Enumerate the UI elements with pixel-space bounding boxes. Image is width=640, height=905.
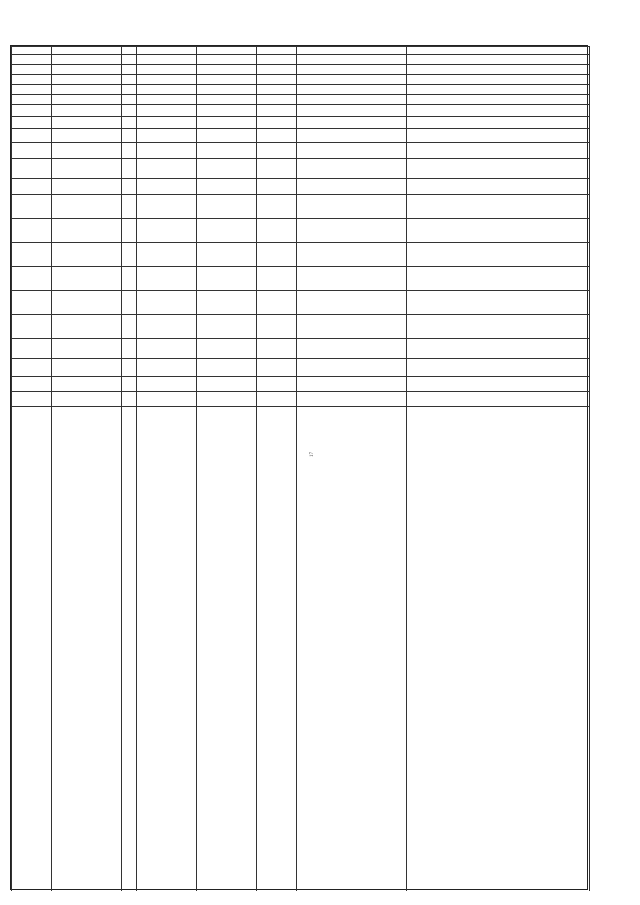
table-column-border <box>256 46 257 891</box>
table-row-border <box>11 74 589 75</box>
table-row-border <box>11 406 589 407</box>
table-row-border <box>11 128 589 129</box>
table-column-border <box>406 46 407 891</box>
table-column-border <box>11 46 12 891</box>
table-row-border <box>11 104 589 105</box>
table-row-border <box>11 358 589 359</box>
table-row-border <box>11 54 589 55</box>
table-row-border <box>11 290 589 291</box>
table-row-border <box>11 178 589 179</box>
table-row-border <box>11 84 589 85</box>
table-row-border <box>11 314 589 315</box>
table-row-border <box>11 376 589 377</box>
table-row-border <box>11 391 589 392</box>
table-row-border <box>11 218 589 219</box>
page-number: 17 <box>310 452 315 457</box>
table-row-border <box>11 94 589 95</box>
table-row-border <box>11 194 589 195</box>
table-row-border <box>11 242 589 243</box>
table-column-border <box>121 46 122 891</box>
table-row-border <box>11 266 589 267</box>
table-row-border <box>11 116 589 117</box>
table-row-border <box>11 142 589 143</box>
table-column-border <box>196 46 197 891</box>
table-column-border <box>296 46 297 891</box>
table-column-border <box>136 46 137 891</box>
table-row-border <box>11 64 589 65</box>
table-row-border <box>11 338 589 339</box>
rotated-document-table <box>10 45 588 890</box>
table-column-border <box>51 46 52 891</box>
table-column-border <box>589 46 590 891</box>
table-row-border <box>11 46 589 47</box>
table-row-border <box>11 158 589 159</box>
